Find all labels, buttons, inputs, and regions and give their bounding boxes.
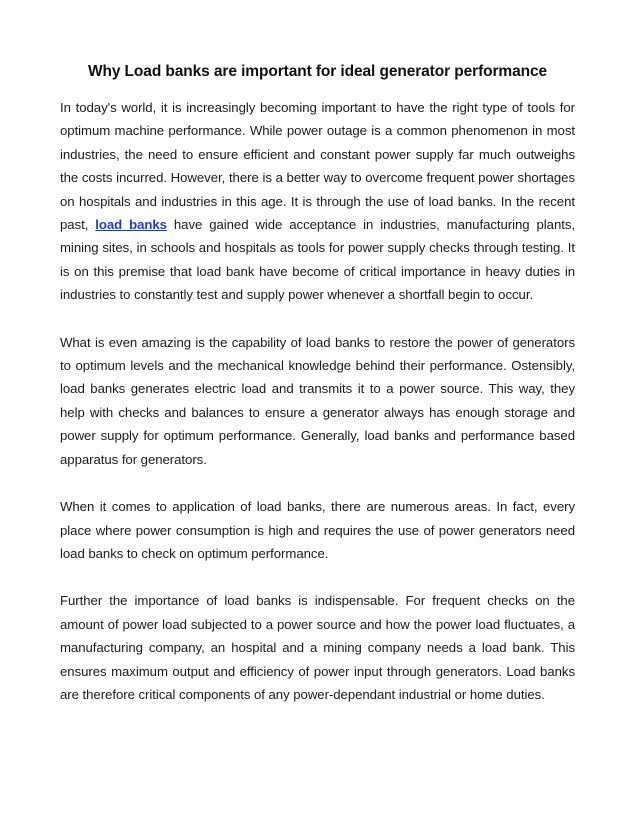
paragraph-capability: What is even amazing is the capability of load banks to restore the power of generators to optimum levels and the mechanical knowledge behind their performance. Ostensibly, load banks generates electric load and transmits it to a power source. This way, they help with checks and balances to ensure a generator always has enough storage and power supply for optimum performance. Generally, load banks and performance based apparatus for generators.: [60, 334, 575, 467]
paragraph-intro: [60, 96, 575, 307]
paragraph-intro-text-start: In today's world, it is increasingly becoming important to have the right type of tools for optimum machine performance. While power outage is a common phenomenon in most industries, the need to ensure efficient and constant power supply far much outweighs the costs incurred. However, there is a better way to overcome frequent power shortages on hospitals and industries in this age. It is through the use of load banks. In the recent past,: [60, 100, 575, 233]
document-page: [60, 60, 575, 730]
paragraph-application: When it comes to application of load banks, there are numerous areas. In fact, every place where power consumption is high and requires the use of power generators need load banks to check on optimum performance.: [60, 499, 575, 561]
load-banks-link[interactable]: load banks: [95, 217, 167, 233]
paragraph-intro-text-end: have gained wide acceptance in industries, manufacturing plants, mining sites, in schools and hospitals as tools for power supply checks through testing. It is on this premise that load bank have become of critical importance in heavy duties in industries to constantly test and supply power whenever a shortfall begin to occur.: [60, 217, 576, 303]
paragraph-importance: Further the importance of load banks is indispensable. For frequent checks on the amount of power load subjected to a power source and how the power load fluctuates, a manufacturing company, an hospital and a mining company needs a load bank. This ensures maximum output and efficiency of power input through generators. Load banks are therefore critical components of any power-dependant industrial or home duties.: [60, 593, 575, 702]
document-title: Why Load banks are important for ideal generator performance: [87, 63, 548, 80]
